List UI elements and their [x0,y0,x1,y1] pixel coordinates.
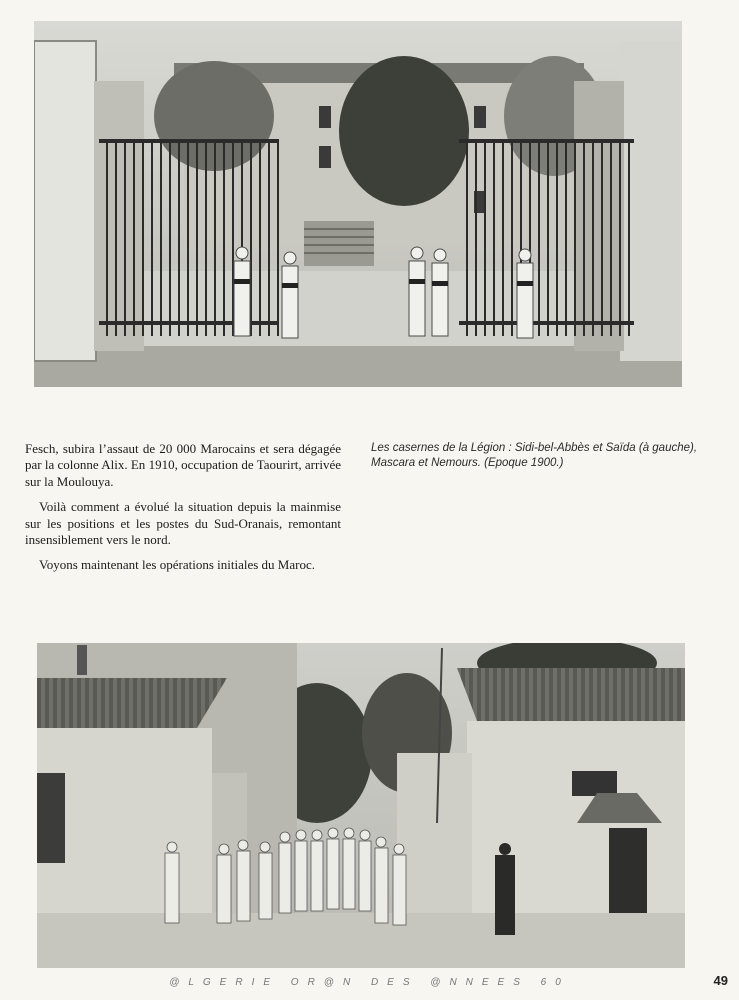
photo-barracks-gate [34,21,682,387]
paragraph-3: Voyons maintenant les opérations initiales du Maroc. [39,557,315,573]
photo-barracks-courtyard-image [37,643,685,968]
article-body [25,441,341,583]
photo-barracks-courtyard [37,643,685,968]
paragraph-2: Voilà comment a évolué la situation depuis la mainmise sur les positions et les postes du Sud-Oranais, remontant insensiblement vers le nord. [25,499,341,548]
footer-watermark: @LGERIE OR@N DES @NNEES 60 [169,977,570,988]
photo-caption: Les casernes de la Légion : Sidi-bel-Abbès et Saïda (à gauche), Mascara et Nemours. (Epoque 1900.) [371,442,698,469]
photo-barracks-gate-image [34,21,682,387]
page-number: 49 [713,973,728,988]
paragraph-1: Fesch, subira l’assaut de 20 000 Marocains et sera dégagée par la colonne Alix. En 1910, occupation de Taourirt, arrivée sur la Moulouya. [25,441,341,489]
